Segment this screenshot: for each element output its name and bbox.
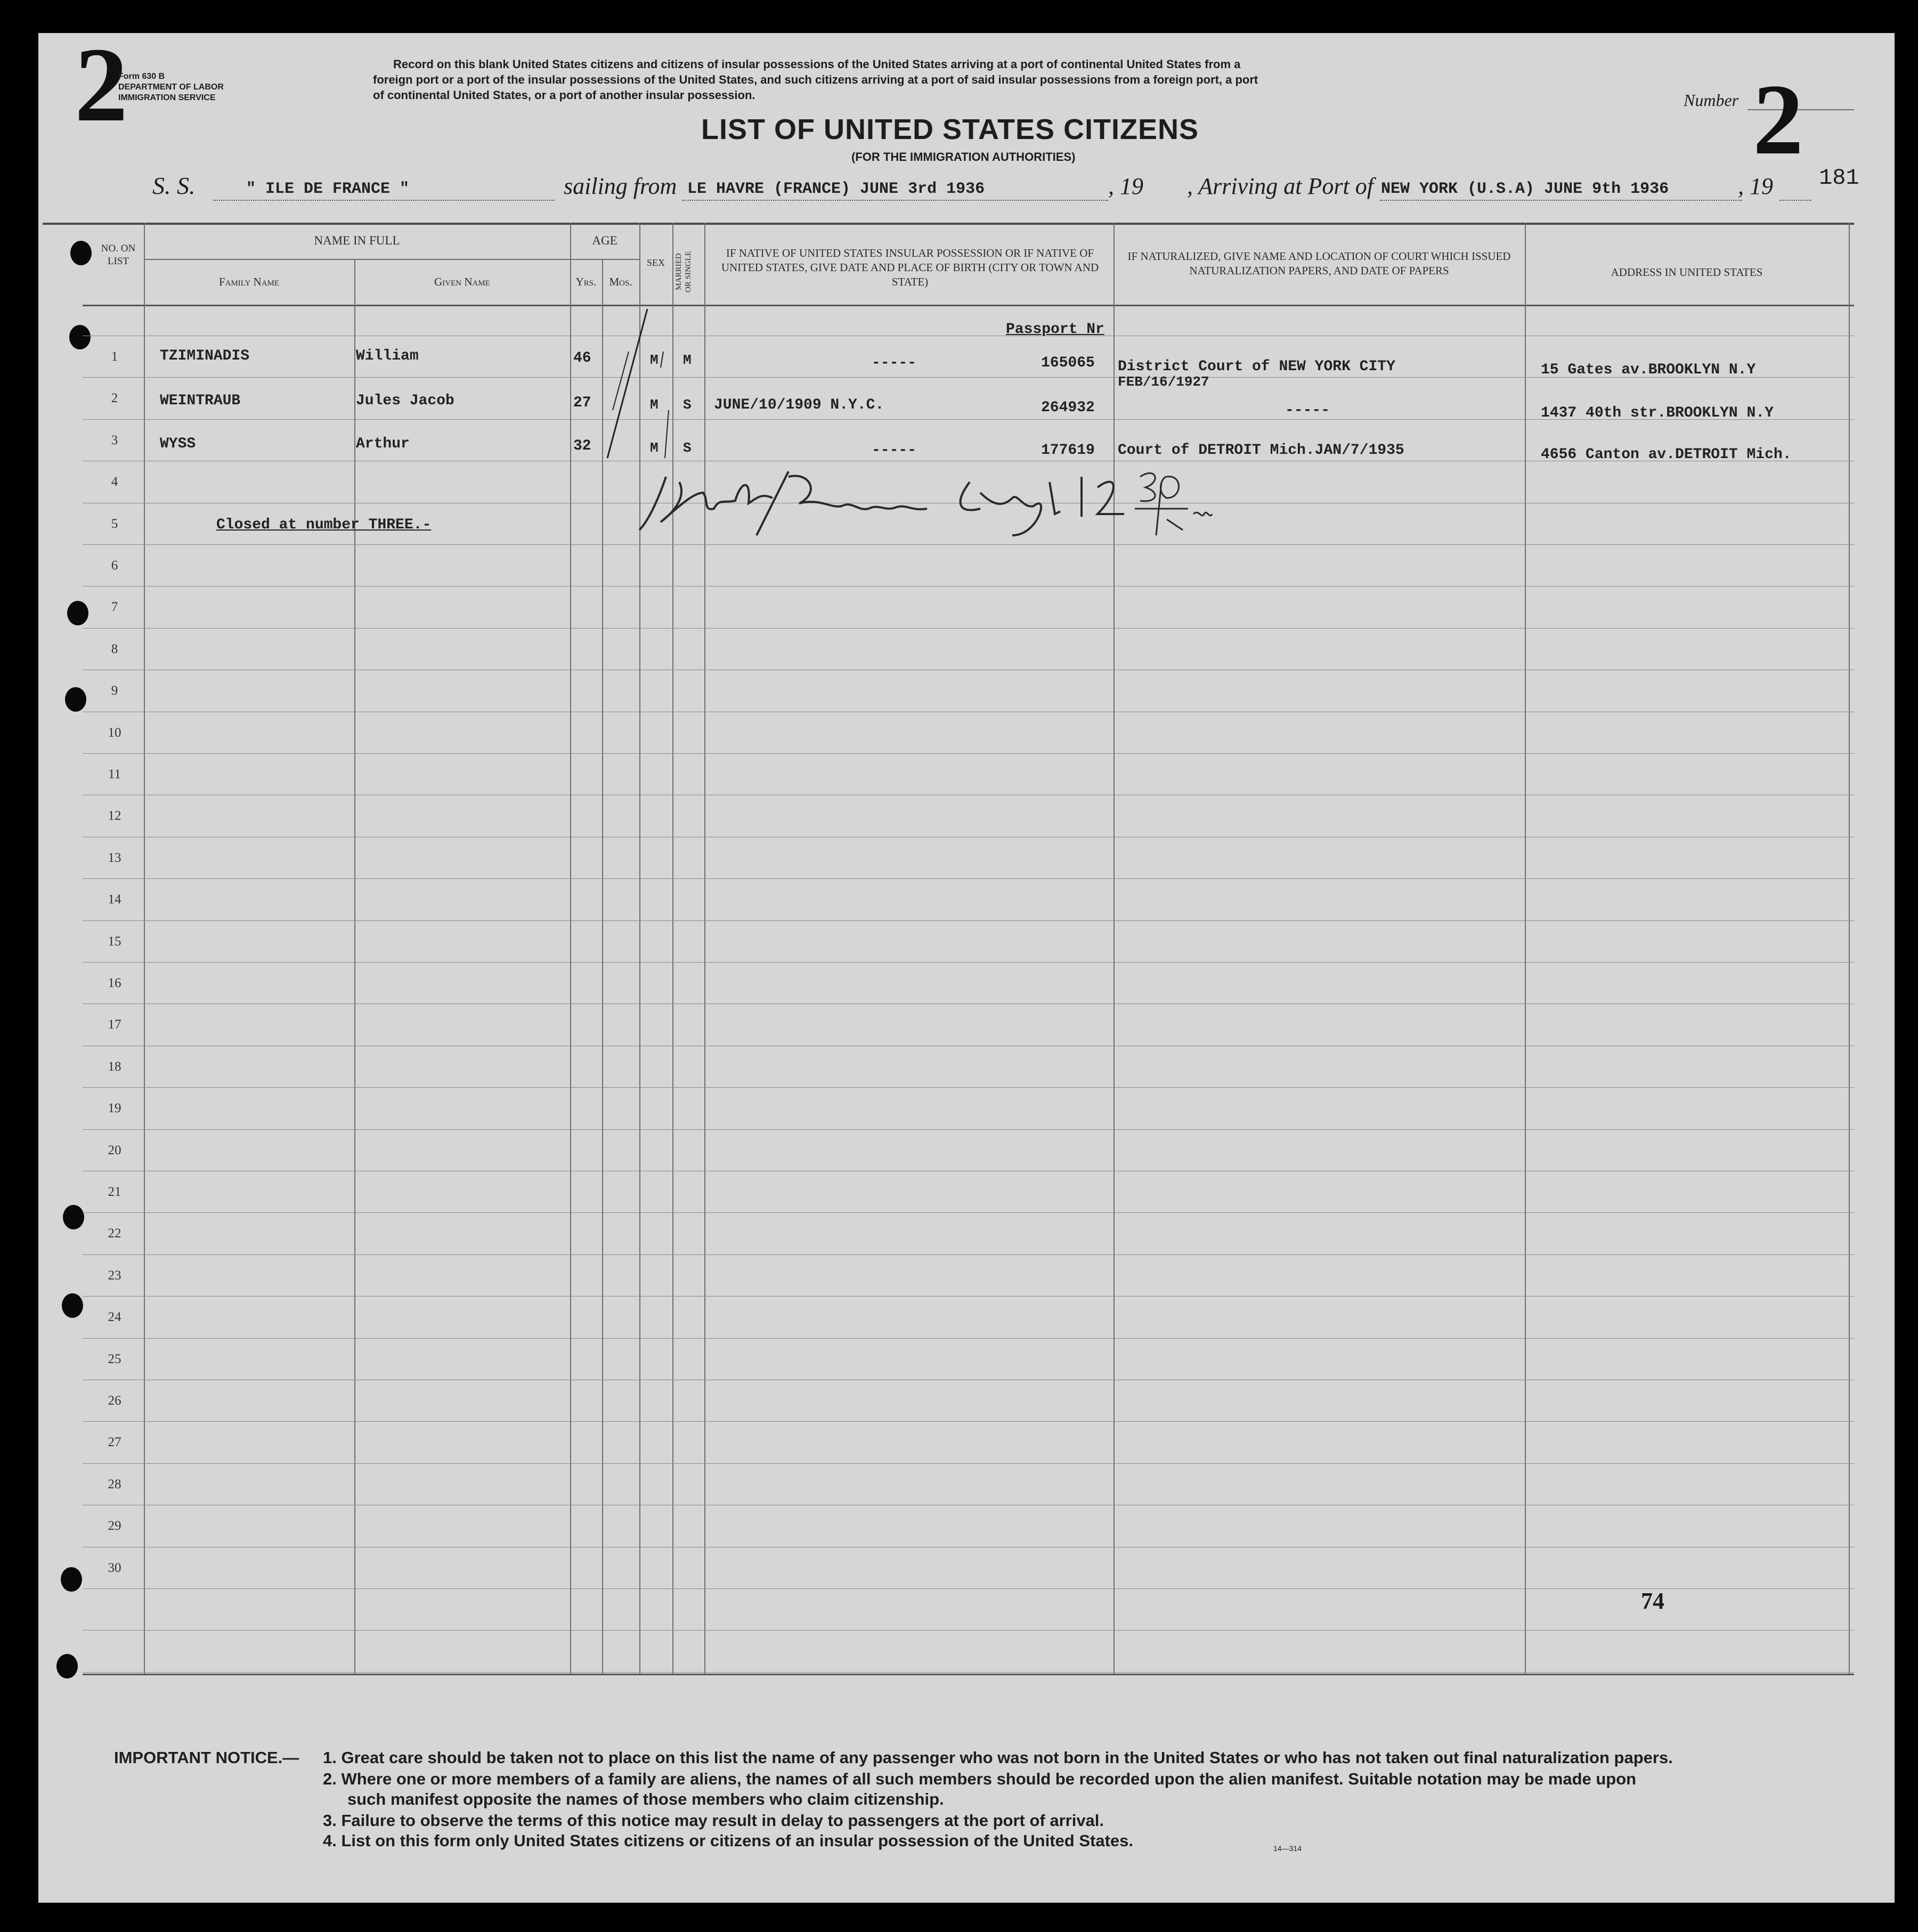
row-number: 21 [108,1185,121,1199]
col-divider [602,259,603,1674]
punch-hole [56,1654,78,1678]
sex-cell: M [650,397,659,413]
department-line: DEPARTMENT OF LABOR [118,83,224,92]
row-number: 1 [111,349,118,364]
row-number: 19 [108,1101,121,1115]
page-title: LIST OF UNITED STATES CITIZENS [701,113,1199,145]
row-number: 30 [108,1561,121,1575]
header-bottom-border [83,305,1854,306]
year-underline [1779,200,1811,201]
row-number: 26 [108,1393,121,1408]
row-number: 20 [108,1143,121,1157]
sex-cell: M [650,440,659,456]
row-number: 5 [111,517,118,531]
row-number: 9 [111,683,118,698]
row-number: 16 [108,976,121,990]
row-number: 25 [108,1352,121,1366]
row-number: 23 [108,1268,121,1283]
col-header-no: NO. ON LIST [101,243,136,267]
row-number: 28 [108,1477,121,1491]
instruction-line-2: foreign port or a port of the insular possessions of the United States, and such citizens arriving at a port of said insular possessions from a foreign port, a port [373,73,1258,86]
instruction-line-1: Record on this blank United States citizens and citizens of insular possessions of the United States arriving at a port of continental United States from a [393,58,1241,71]
form-number-line: Form 630 B [118,72,165,81]
row-number: 6 [111,558,118,573]
manifest-sheet [38,26,1895,1903]
notice-item-1: 1. Great care should be taken not to place on this list the name of any passenger who was not born in the United States or who has not taken out final naturalization papers. [323,1748,1673,1767]
given-name-cell: William [356,348,419,364]
sex-cell: M [650,352,659,368]
sailing-from-value: LE HAVRE (FRANCE) JUNE 3rd 1936 [687,180,985,198]
form-big-number: 2 [75,26,128,144]
col-divider [144,223,145,1674]
row-line [83,962,1854,963]
ship-underline [213,200,554,201]
punch-hole [69,325,91,349]
table-top-border [43,223,1854,225]
col-divider [570,223,571,1674]
row-line [83,1129,1854,1130]
notice-item-2: 2. Where one or more members of a family are aliens, the names of all such members should be recorded upon the alien manifest. Suitable notation may be made upon [323,1770,1637,1788]
family-name-cell: WYSS [160,436,196,452]
col-header-family-name: Family Name [218,275,280,288]
punch-hole [70,241,92,265]
passport-header: Passport Nr [1006,321,1104,338]
col-header-birth: IF NATIVE OF UNITED STATES INSULAR POSSESSION OR IF NATIVE OF UNITED STATES, GIVE DATE AND PLACE OF BIRTH (CITY OR TOWN AND STATE) [721,247,1099,288]
row-line [83,628,1854,629]
row-line [83,1296,1854,1297]
page-stamp: 181 [1819,165,1859,191]
arriving-underline [1380,200,1742,201]
row-number: 13 [108,851,121,865]
arriving-value: NEW YORK (U.S.A) JUNE 9th 1936 [1381,180,1669,198]
name-subheader-line [144,259,570,260]
notice-label: IMPORTANT NOTICE.— [114,1748,299,1767]
birth-cell: ----- [872,355,917,371]
marital-cell: M [683,352,692,368]
row-line [83,1463,1854,1464]
col-header-sex: SEX [646,257,665,268]
col-header-mos: Mos. [609,275,632,288]
address-cell: 1437 40th str.BROOKLYN N.Y [1541,405,1774,421]
row-number: 2 [111,391,118,405]
row-number: 24 [108,1310,121,1324]
row-number: 10 [108,725,121,740]
row-line [83,1338,1854,1339]
arriving-label: , Arriving at Port of [1187,173,1374,199]
naturalization-cell: ----- [1285,402,1330,419]
birth-cell: ----- [872,442,917,459]
col-divider [704,223,705,1674]
notice-item-4: 4. List on this form only United States citizens or citizens of an insular possession of the United States. [323,1831,1133,1850]
col-divider [1849,223,1850,1674]
passport-cell: 165065 [1041,355,1095,371]
passport-cell: 264932 [1041,400,1095,416]
row-number: 3 [111,433,118,447]
col-header-name-in-full: NAME IN FULL [314,234,400,247]
family-name-cell: WEINTRAUB [160,393,241,409]
sailing-underline [682,200,1108,201]
service-line: IMMIGRATION SERVICE [118,93,216,102]
year-prefix-1: , 19 [1108,173,1143,199]
row-line [83,1421,1854,1422]
punch-hole [65,687,86,712]
col-header-married-or-single: MARRIED OR SINGLE [674,251,693,292]
row-line [83,1087,1854,1088]
row-number: 11 [108,767,121,781]
family-name-cell: TZIMINADIS [160,348,250,364]
printer-mark: 14—314 [1273,1844,1302,1853]
marital-cell: S [683,397,692,413]
col-header-yrs: Yrs. [575,275,597,288]
col-header-address: ADDRESS IN UNITED STATES [1611,266,1763,279]
ship-name: " ILE DE FRANCE " [246,180,410,198]
row-number: 17 [108,1017,121,1032]
row-line [83,1588,1854,1589]
row-line [83,1212,1854,1213]
age-cell: 32 [573,438,591,454]
row-line [83,1254,1854,1255]
row-line [83,1672,1854,1673]
row-number: 18 [108,1059,121,1074]
birth-cell: JUNE/10/1909 N.Y.C. [714,397,884,413]
notice-item-3: 3. Failure to observe the terms of this notice may result in delay to passengers at the port of arrival. [323,1811,1104,1830]
row-number: 14 [108,892,121,907]
given-name-cell: Jules Jacob [356,393,454,409]
row-number: 15 [108,934,121,949]
row-line [83,920,1854,921]
ss-label: S. S. [152,172,196,199]
marital-cell: S [683,440,692,456]
col-header-given-name: Given Name [434,275,490,288]
row-number: 29 [108,1519,121,1533]
row-number: 8 [111,642,118,656]
col-divider [354,259,355,1674]
age-cell: 46 [573,350,591,366]
number-label: Number [1684,91,1739,110]
col-header-naturalization: IF NATURALIZED, GIVE NAME AND LOCATION OF COURT WHICH ISSUED NATURALIZATION PAPERS, AND DATE OF PAPERS [1127,250,1511,277]
given-name-cell: Arthur [356,436,410,452]
row-line [83,878,1854,879]
row-line [83,544,1854,545]
col-divider [1525,223,1526,1674]
instruction-line-3: of continental United States, or a port of another insular possession. [373,88,755,102]
naturalization-cell: Court of DETROIT Mich.JAN/7/1935 [1118,442,1404,459]
naturalization-date-cell: FEB/16/1927 [1118,374,1209,390]
row-number: 22 [108,1226,121,1241]
table-bottom-border [83,1674,1854,1675]
age-cell: 27 [573,395,591,411]
row-line [83,753,1854,754]
row-number: 7 [111,600,118,614]
row-number: 12 [108,809,121,823]
punch-hole [61,1567,82,1592]
age-subheader-line [570,259,639,260]
notice-item-2-cont: such manifest opposite the names of those members who claim citizenship. [347,1790,944,1808]
punch-hole [62,1293,83,1318]
col-divider [1114,223,1115,1674]
number-value: 2 [1753,64,1803,176]
punch-hole [67,601,88,625]
ditto-marks [597,304,682,463]
naturalization-cell: District Court of NEW YORK CITY [1118,358,1395,375]
closed-note: Closed at number THREE.- [216,517,432,533]
col-header-age: AGE [592,234,617,247]
address-cell: 4656 Canton av.DETROIT Mich. [1541,446,1792,463]
page-subtitle: (FOR THE IMMIGRATION AUTHORITIES) [851,150,1076,164]
inspector-signature [629,461,1295,541]
row-number: 4 [111,475,118,489]
year-prefix-2: , 19 [1738,173,1773,199]
punch-hole [63,1205,84,1229]
address-cell: 15 Gates av.BROOKLYN N.Y [1541,362,1756,378]
row-number: 27 [108,1435,121,1449]
bottom-stamp: 74 [1641,1588,1664,1614]
row-line [83,1630,1854,1631]
sailing-from-label: sailing from [564,173,677,199]
passport-cell: 177619 [1041,442,1095,459]
